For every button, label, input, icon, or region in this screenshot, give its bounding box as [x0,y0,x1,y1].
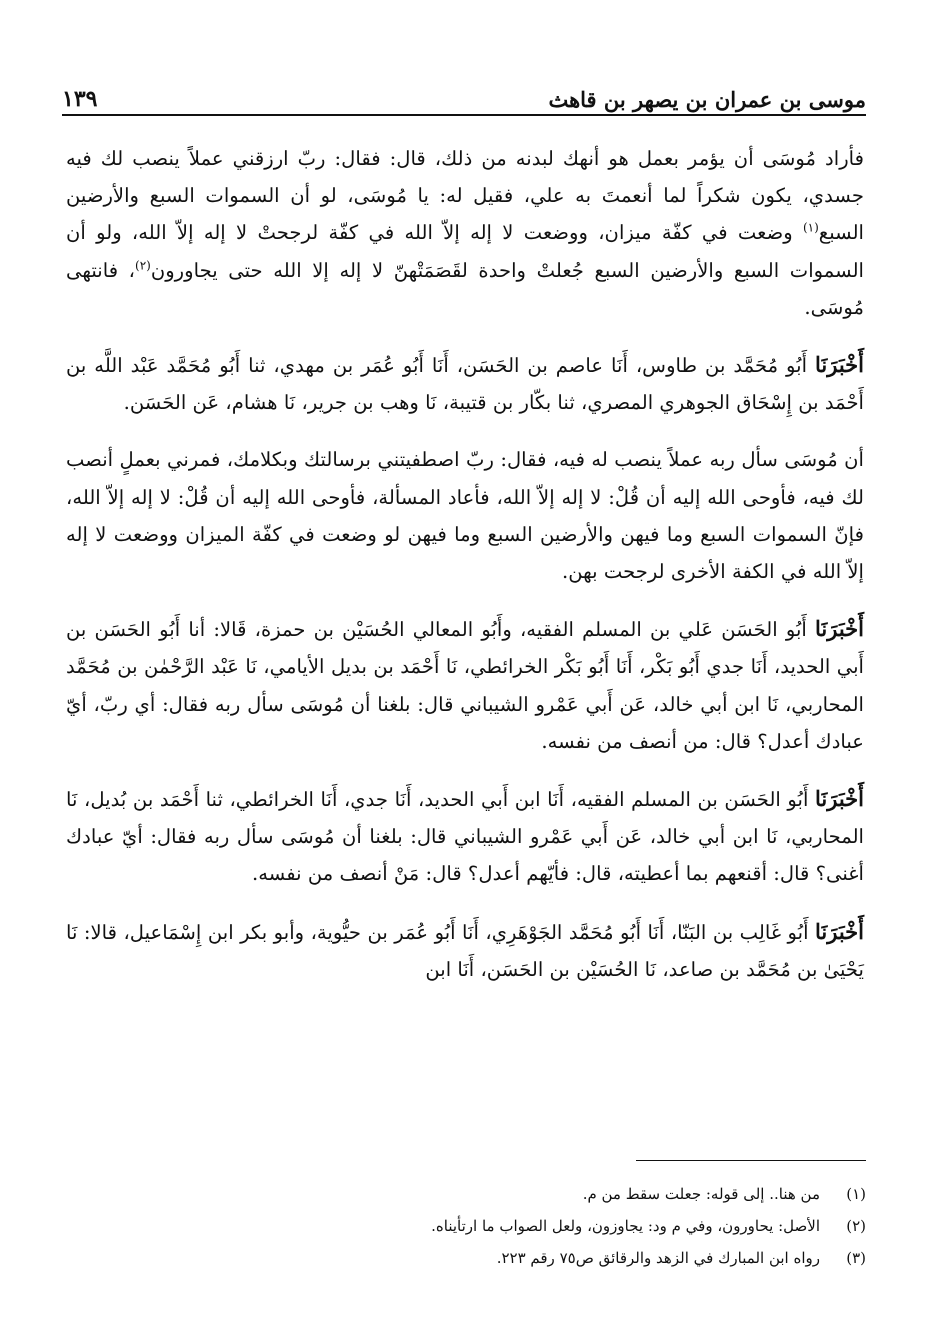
paragraph-text: أَبُو غَالِب بن البَنّا، أَنَا أَبُو مُحَمَّد الجَوْهَرِي، أَنَا أَبُو عُمَر بن حيُّوية، وأبو بكر ابن إِسْمَاعيل، قالا: نَا يَحْيَىٰ بن مُحَمَّد بن صاعد، نَا الحُسَيْن بن الحَسَن، أَنَا ابن [66,920,864,981]
footnote-2 [66,1210,866,1242]
footnote-ref-1: (١) [802,220,819,235]
footnote-1 [66,1178,866,1210]
akhbarana-lead: أَخْبَرَنَا [815,918,864,944]
footnote-ref-2: (٢) [135,258,151,273]
footnote-text: رواه ابن المبارك في الزهد والرقائق ص٧٥ رقم ٢٢٣. [496,1249,820,1267]
page-header [62,72,866,112]
body-text [66,140,864,1008]
footnote-number: (٢) [846,1217,866,1235]
paragraph-text: أَبُو الحَسَن بن المسلم الفقيه، أَنَا ابن أَبي الحديد، أَنَا جدي، أَنَا الخرائطي، ثنا أَحْمَد بن بُديل، نَا المحاربي، نَا ابن أبي خالد، عَن أَبي عَمْرو الشيباني قال: بلغنا أن مُوسَى سأل ربه فقال: أيّ عبادك أغنى؟ قال: أقنعهم بما أعطيته، قال: فأيّهم أعدل؟ قال: مَنْ أنصف من نفسه. [66,788,864,886]
akhbarana-lead: أَخْبَرَنَا [815,352,864,378]
akhbarana-lead: أَخْبَرَنَا [815,786,864,812]
footnote-3 [66,1242,866,1274]
footnotes [66,1178,866,1274]
akhbarana-lead: أَخْبَرَنَا [815,616,864,642]
paragraph-6 [66,913,864,988]
paragraph-text: أَبُو الحَسَن عَلي بن المسلم الفقيه، وأَبُو المعالي الحُسَيْن بن حمزة، قَالا: أنا أَبُو الحَسَن بن أَبي الحديد، أَنَا جدي أَبُو بَكْر، أَنَا أَبُو بَكْر الخرائطي، نَا أَحْمَد بن بديل الأيامي، نَا عَبْد الرَّحْمٰن بن مُحَمَّد المحاربي، نَا ابن أبي خالد، عَن أَبي عَمْرو الشيباني قال: بلغنا أن مُوسَى سأل ربه فقال: أي ربّ، أيّ عبادك أعدل؟ قال: من أنصف من نفسه. [66,618,864,753]
paragraph-1 [66,140,864,326]
paragraph-2 [66,346,864,421]
footnote-rule [636,1160,866,1161]
footnote-text: الأصل: يحاورون، وفي م ود: يجاوزون، ولعل الصواب ما ارتأيناه. [431,1217,820,1235]
paragraph-5 [66,780,864,893]
page-number: ١٣٩ [62,86,98,112]
running-title: موسى بن عمران بن يصهر بن قاهث [548,87,866,112]
paragraph-text: أَبُو مُحَمَّد بن طاوس، أَنَا عاصم بن الحَسَن، أَنَا أَبُو عُمَر بن مهدي، ثنا أَبُو مُحَمَّد عَبْد اللَّه بن أَحْمَد بن إِسْحَاق الجوهري المصري، ثنا بكّار بن قتيبة، نَا وهب بن جرير، نَا هشام، عَن الحَسَن. [66,354,864,415]
footnote-number: (٣) [846,1249,866,1267]
paragraph-text: وضعت في كفّة ميزان، ووضعت لا إله إلاّ الله في كفّة لرجحتْ لا إله إلاّ الله، ولو أن السموات السبع والأرضين السبع جُعلتْ واحدة لقَصَمَتْهنّ لا إله إلا الله حتى يجاورون [66,221,864,282]
paragraph-text: ، فانتهى مُوسَى. [66,258,864,319]
paragraph-4 [66,610,864,760]
paragraph-text: فأراد مُوسَى أن يؤمر بعمل هو أنهك لبدنه من ذلك، قال: فقال: ربّ ارزقني عملاً ينصب لك فيه جسدي، يكون شكراً لما أنعمتَ به علي، فقيل له: يا مُوسَى، لو أن السموات السبع والأرضين السبع [66,147,864,245]
footnote-text: من هنا.. إلى قوله: جعلت سقط من م. [582,1185,820,1203]
paragraph-3 [66,441,864,590]
paragraph-text: أن مُوسَى سأل ربه عملاً ينصب له فيه، فقال: ربّ اصطفيتني برسالتك وبكلامك، فمرني بعملٍ أنصب لك فيه، فأوحى الله إليه أن قُلْ: لا إله إلاّ الله، فأعاد المسألة، فأوحى الله إليه أن قُلْ: لا إله إلاّ الله، فإنّ السموات السبع وما فيهن والأرضين السبع وما فيهن لو وضعت في كفّة الميزان ووضعت لا إله إلاّ الله في الكفة الأخرى لرجحت بهن. [66,448,864,584]
footnote-number: (١) [846,1185,866,1203]
header-rule [62,114,866,116]
